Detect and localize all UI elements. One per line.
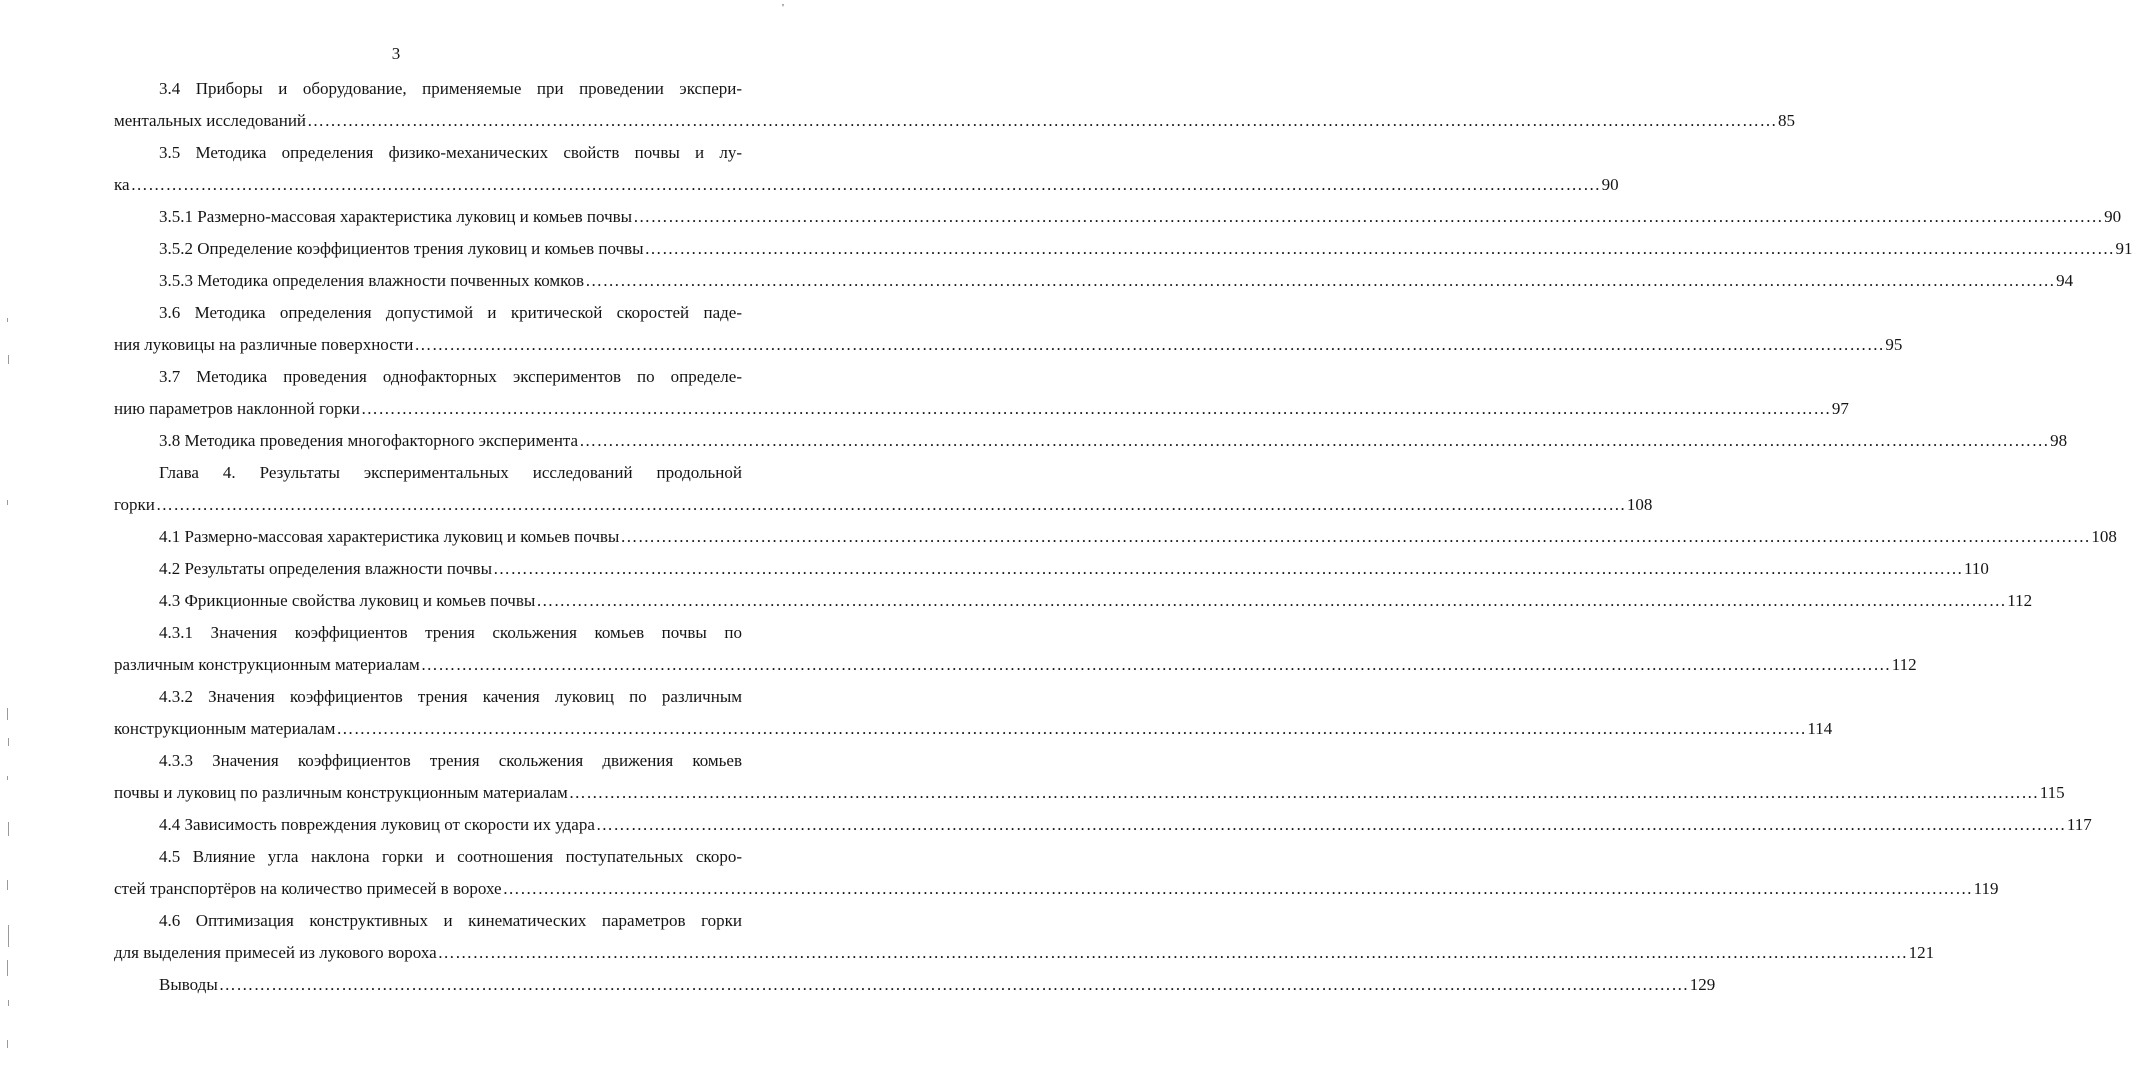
dot-leader: ……………………………………………………………………………………………………………………………………………………………………………………………………………………………… (493, 559, 1964, 578)
toc-entry-title: почвы и луковиц по различным конструкционным материалам (114, 783, 568, 802)
scan-edge-mark (7, 500, 8, 505)
toc-entry-page: 95 (1885, 335, 1903, 354)
dot-leader: ……………………………………………………………………………………………………………………………………………………………………………………………………………………………… (568, 783, 2039, 802)
dot-leader: ……………………………………………………………………………………………………………………………………………………………………………………………………………………………… (130, 175, 1601, 194)
toc-entry (114, 553, 1989, 585)
toc-entry (114, 905, 1935, 969)
toc-entry-first-line: 3.5 Методика определения физико-механических свойств почвы и лу- (159, 143, 742, 162)
toc-entry (114, 585, 2033, 617)
toc-entry (114, 745, 2065, 809)
scan-edge-mark (8, 822, 9, 836)
toc-entry (114, 521, 2117, 553)
toc-entry-title: 4.3 Фрикционные свойства луковиц и комьев почвы (159, 591, 536, 610)
toc-entry-title: Выводы (159, 975, 218, 994)
toc-entry-title: конструкционным материалам (114, 719, 336, 738)
corner-mark: ' (782, 2, 784, 14)
toc-entry-title: 3.5.3 Методика определения влажности почвенных комков (159, 271, 585, 290)
scan-edge-mark (8, 1000, 9, 1006)
dot-leader: ……………………………………………………………………………………………………………………………………………………………………………………………………………………………… (536, 591, 2007, 610)
dot-leader: ……………………………………………………………………………………………………………………………………………………………………………………………………………………………… (633, 207, 2104, 226)
toc-entry-title: ментальных исследований (114, 111, 307, 130)
toc-entry-first-line: 4.5 Влияние угла наклона горки и соотношения поступательных скоро- (159, 847, 742, 866)
scan-edge-mark (7, 960, 8, 976)
toc-entry (114, 201, 2122, 233)
toc-entry-page: 114 (1807, 719, 1833, 738)
toc-entry (114, 809, 2092, 841)
scan-edge-mark (8, 925, 9, 947)
dot-leader: ……………………………………………………………………………………………………………………………………………………………………………………………………………………………… (502, 879, 1973, 898)
dot-leader: ……………………………………………………………………………………………………………………………………………………………………………………………………………………………… (579, 431, 2050, 450)
toc-entry-page: 117 (2066, 815, 2092, 834)
toc-entry (114, 457, 1653, 521)
scan-edge-mark (7, 776, 8, 780)
toc-entry (114, 233, 2133, 265)
scan-edge-mark (7, 880, 8, 890)
page-number: 3 (391, 44, 401, 63)
toc-entry (114, 73, 1796, 137)
toc-entry-first-line: 4.3.2 Значения коэффициентов трения качения луковиц по различным (159, 687, 742, 706)
dot-leader: ……………………………………………………………………………………………………………………………………………………………………………………………………………………………… (155, 495, 1626, 514)
toc-entry-page: 90 (1601, 175, 1619, 194)
toc-entry (114, 841, 1999, 905)
toc-entry-title: 3.5.1 Размерно-массовая характеристика луковиц и комьев почвы (159, 207, 633, 226)
toc-entry-page: 85 (1778, 111, 1796, 130)
toc-entry-page: 129 (1689, 975, 1716, 994)
toc-entry-page: 112 (2007, 591, 2033, 610)
toc-entry-title: ния луковицы на различные поверхности (114, 335, 414, 354)
table-of-contents (114, 73, 2133, 1001)
toc-entry-page: 112 (1891, 655, 1917, 674)
toc-entry (114, 137, 1619, 201)
toc-entry-title: горки (114, 495, 155, 514)
toc-entry-title: для выделения примесей из лукового вороха (114, 943, 437, 962)
toc-entry-title: 4.1 Размерно-массовая характеристика луковиц и комьев почвы (159, 527, 620, 546)
toc-entry-title: 4.4 Зависимость повреждения луковиц от скорости их удара (159, 815, 595, 834)
dot-leader: ……………………………………………………………………………………………………………………………………………………………………………………………………………………………… (218, 975, 1689, 994)
toc-entry-first-line: 4.3.1 Значения коэффициентов трения скольжения комьев почвы по (159, 623, 742, 642)
dot-leader: ……………………………………………………………………………………………………………………………………………………………………………………………………………………………… (420, 655, 1891, 674)
toc-entry-title: нию параметров наклонной горки (114, 399, 360, 418)
toc-entry-page: 121 (1908, 943, 1935, 962)
toc-entry-first-line: 3.6 Методика определения допустимой и критической скоростей паде- (159, 303, 742, 322)
dot-leader: ……………………………………………………………………………………………………………………………………………………………………………………………………………………………… (644, 239, 2115, 258)
toc-entry (114, 425, 2068, 457)
toc-entry-title: ка (114, 175, 130, 194)
toc-entry (114, 361, 1849, 425)
dot-leader: ……………………………………………………………………………………………………………………………………………………………………………………………………………………………… (595, 815, 2066, 834)
dot-leader: ……………………………………………………………………………………………………………………………………………………………………………………………………………………………… (585, 271, 2056, 290)
toc-entry-page: 97 (1831, 399, 1849, 418)
toc-entry-first-line: 4.6 Оптимизация конструктивных и кинематических параметров горки (159, 911, 742, 930)
toc-entry-page: 108 (2091, 527, 2117, 546)
toc-entry-page: 119 (1973, 879, 1999, 898)
toc-entry-first-line: Глава 4. Результаты экспериментальных исследований продольной (159, 463, 742, 482)
dot-leader: ……………………………………………………………………………………………………………………………………………………………………………………………………………………………… (437, 943, 1908, 962)
scan-edge-mark (7, 318, 8, 322)
toc-entry-page: 98 (2050, 431, 2068, 450)
toc-entry-title: стей транспортёров на количество примесей в ворохе (114, 879, 502, 898)
toc-entry-first-line: 4.3.3 Значения коэффициентов трения скольжения движения комьев (159, 751, 742, 770)
toc-entry (114, 265, 2074, 297)
toc-entry-page: 94 (2056, 271, 2074, 290)
scan-edge-mark (7, 1040, 8, 1048)
toc-entry-first-line: 3.4 Приборы и оборудование, применяемые при проведении экспери- (159, 79, 742, 98)
toc-entry-page: 90 (2104, 207, 2122, 226)
dot-leader: ……………………………………………………………………………………………………………………………………………………………………………………………………………………………… (620, 527, 2091, 546)
toc-entry (114, 617, 1917, 681)
toc-entry-page: 115 (2039, 783, 2065, 802)
toc-entry-title: 3.5.2 Определение коэффициентов трения луковиц и комьев почвы (159, 239, 644, 258)
dot-leader: ……………………………………………………………………………………………………………………………………………………………………………………………………………………………… (360, 399, 1831, 418)
scan-edge-mark (8, 355, 9, 364)
toc-entry (114, 681, 1833, 745)
toc-entry-page: 91 (2115, 239, 2133, 258)
toc-entry (114, 969, 1716, 1001)
toc-entry-title: 3.8 Методика проведения многофакторного эксперимента (159, 431, 579, 450)
toc-entry-page: 110 (1964, 559, 1989, 578)
toc-entry-first-line: 3.7 Методика проведения однофакторных экспериментов по определе- (159, 367, 742, 386)
dot-leader: ……………………………………………………………………………………………………………………………………………………………………………………………………………………………… (307, 111, 1778, 130)
toc-entry-title: различным конструкционным материалам (114, 655, 420, 674)
scan-edge-mark (8, 738, 9, 746)
dot-leader: ……………………………………………………………………………………………………………………………………………………………………………………………………………………………… (414, 335, 1885, 354)
toc-entry-page: 108 (1626, 495, 1653, 514)
scan-edge-mark (7, 708, 8, 720)
dot-leader: ……………………………………………………………………………………………………………………………………………………………………………………………………………………………… (336, 719, 1807, 738)
toc-entry (114, 297, 1903, 361)
toc-entry-title: 4.2 Результаты определения влажности почвы (159, 559, 493, 578)
